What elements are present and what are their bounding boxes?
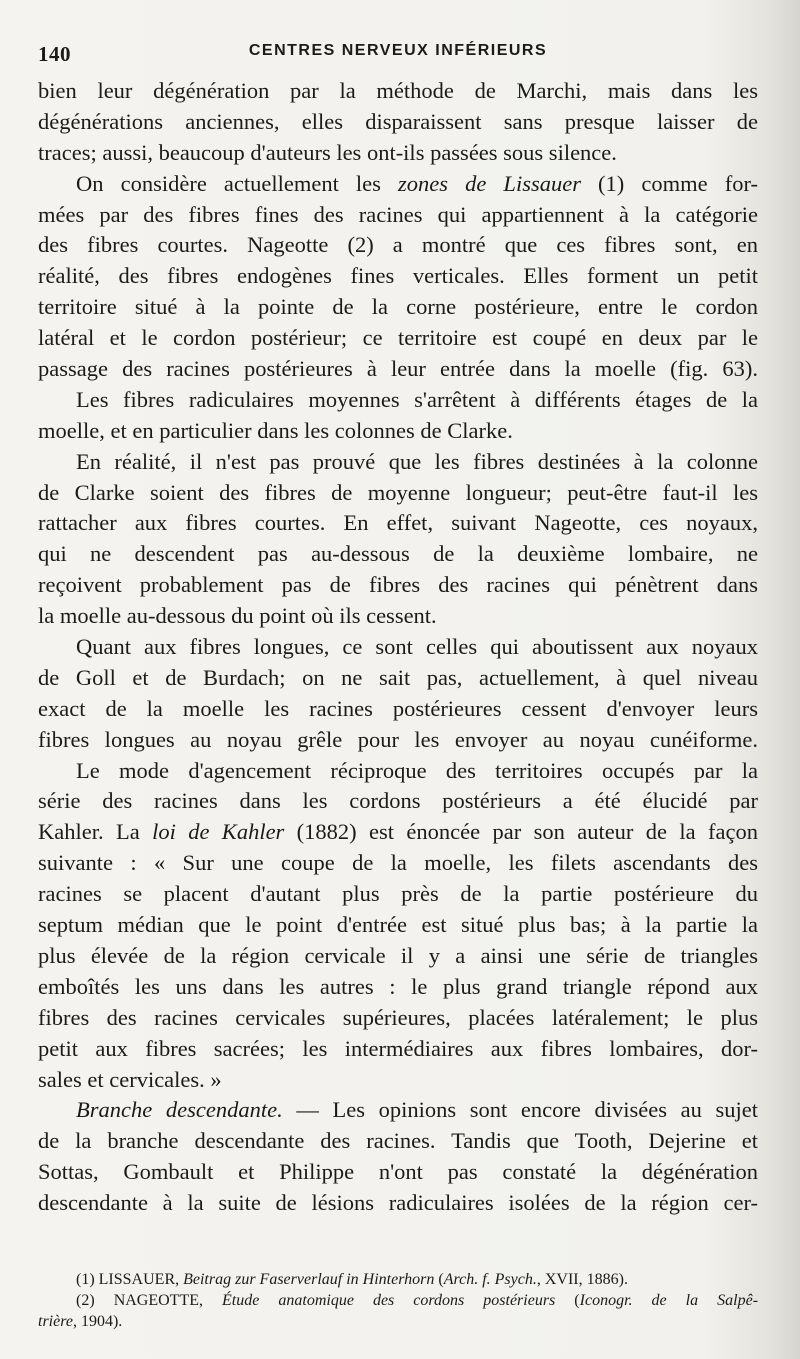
text-line: On considère actuellement les zones de Lissauer (1) comme for- (76, 170, 758, 196)
footnote: trière, 1904). (38, 1313, 123, 1330)
text-line: dégénérations anciennes, elles disparaissent sans presque laisser de (38, 108, 758, 134)
text-line: de Clarke soient des fibres de moyenne longueur; peut-être faut-il les (38, 479, 758, 505)
text-line: Le mode d'agencement réciproque des territoires occupés par la (76, 757, 758, 783)
text-line: traces; aussi, beaucoup d'auteurs les ont-ils passées sous silence. (38, 139, 617, 165)
text-line: exact de la moelle les racines postérieures cessent d'envoyer leurs (38, 695, 758, 721)
text-line: de la branche descendante des racines. Tandis que Tooth, Dejerine et (38, 1128, 758, 1154)
text-line: mées par des fibres fines des racines qui appartiennent à la catégorie (38, 201, 758, 227)
text-line: descendante à la suite de lésions radiculaires isolées de la région cer- (38, 1190, 758, 1216)
text-line: septum médian que le point d'entrée est situé plus bas; à la partie la (38, 912, 758, 938)
footnote: (1) LISSAUER, Beitrag zur Faserverlauf in Hinterhorn (Arch. f. Psych., XVII, 1886). (76, 1271, 628, 1288)
text-line: moelle, et en particulier dans les colonnes de Clarke. (38, 417, 513, 443)
text-line: racines se placent d'autant plus près de la partie postérieure du (38, 881, 758, 907)
page-header (38, 38, 758, 66)
running-head: CENTRES NERVEUX INFÉRIEURS (248, 42, 548, 59)
text-line: fibres longues au noyau grêle pour les envoyer au noyau cunéiforme. (38, 726, 758, 752)
text-line: Branche descendante. — Les opinions sont encore divisées au sujet (76, 1097, 758, 1123)
text-line: En réalité, il n'est pas prouvé que les fibres destinées à la colonne (76, 448, 758, 474)
text-line: Kahler. La loi de Kahler (1882) est énoncée par son auteur de la façon (38, 819, 758, 845)
text-line: qui ne descendent pas au-dessous de la deuxième lombaire, ne (38, 541, 758, 567)
text-line: série des racines dans les cordons postérieurs a été élucidé par (38, 788, 758, 814)
text-line: plus élevée de la région cervicale il y a ainsi une série de triangles (38, 942, 758, 968)
text-line: fibres des racines cervicales supérieures, placées latéralement; le plus (38, 1004, 758, 1030)
text-line: bien leur dégénération par la méthode de Marchi, mais dans les (38, 78, 758, 103)
text-line: sales et cervicales. » (38, 1066, 222, 1092)
text-line: passage des racines postérieures à leur entrée dans la moelle (fig. 63). (38, 356, 758, 382)
text-line: la moelle au-dessous du point où ils cessent. (38, 603, 437, 629)
text-line: emboîtés les uns dans les autres : le plus grand triangle répond aux (38, 973, 758, 999)
text-line: Quant aux fibres longues, ce sont celles qui aboutissent aux noyaux (76, 634, 758, 660)
text-line: Les fibres radiculaires moyennes s'arrêtent à différents étages de la (76, 386, 758, 412)
text-line: reçoivent probablement pas de fibres des racines qui pénètrent dans (38, 572, 758, 598)
footnotes (38, 1269, 758, 1332)
text-line: de Goll et de Burdach; on ne sait pas, actuellement, à quel niveau (38, 664, 758, 690)
text-line: Sottas, Gombault et Philippe n'ont pas constaté la dégénération (38, 1159, 758, 1185)
footnote: (2) NAGEOTTE, Étude anatomique des cordons postérieurs (Iconogr. de la Salpê- (76, 1292, 759, 1309)
text-line: latéral et le cordon postérieur; ce territoire est coupé en deux par le (38, 325, 758, 351)
text-line: des fibres courtes. Nageotte (2) a montré que ces fibres sont, en (38, 232, 758, 258)
text-line: réalité, des fibres endogènes fines verticales. Elles forment un petit (38, 263, 758, 289)
body-text (38, 76, 758, 1219)
text-line: petit aux fibres sacrées; les intermédiaires aux fibres lombaires, dor- (38, 1035, 758, 1061)
page-number: 140 (38, 42, 71, 66)
text-line: territoire situé à la pointe de la corne postérieure, entre le cordon (38, 294, 758, 320)
text-line: rattacher aux fibres courtes. En effet, suivant Nageotte, ces noyaux, (38, 510, 758, 536)
text-line: suivante : « Sur une coupe de la moelle, les filets ascendants des (38, 850, 758, 876)
